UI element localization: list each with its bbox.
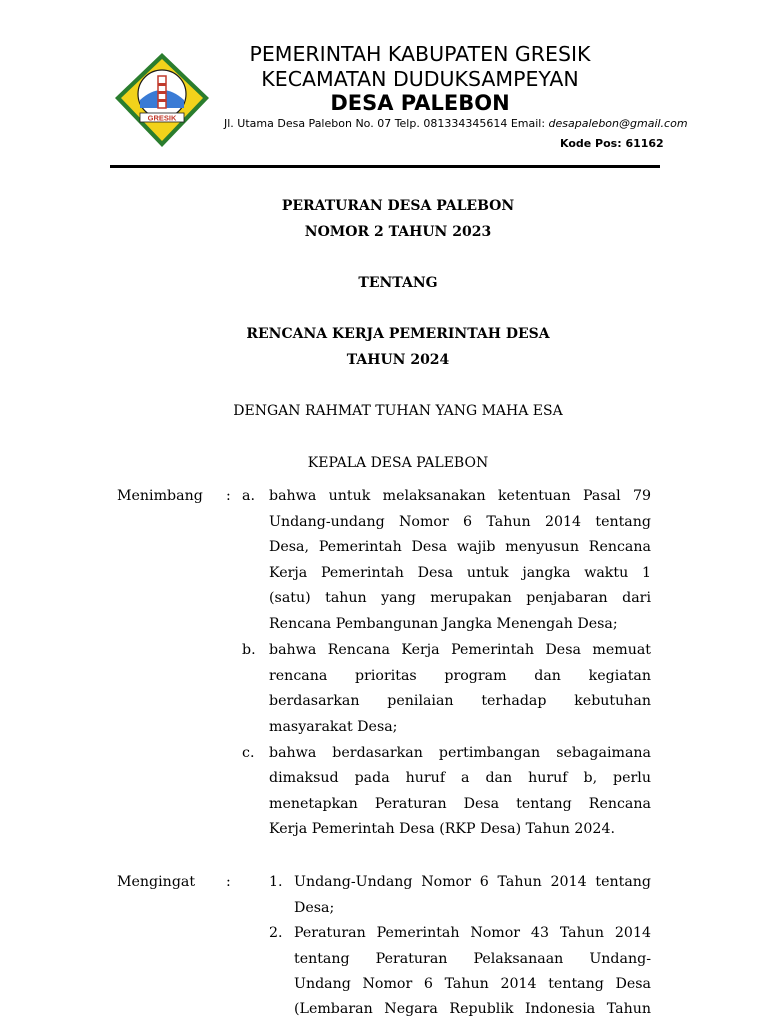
letterhead-village-name: DESA PALEBON bbox=[330, 91, 510, 115]
text-line: Desa; bbox=[294, 900, 335, 916]
address-text: Jl. Utama Desa Palebon No. 07 Telp. 081334345614 Email: bbox=[224, 117, 549, 130]
text-line: Rencana Pembangunan Jangka Menengah Desa; bbox=[269, 616, 618, 632]
item-marker: a. bbox=[242, 488, 255, 504]
menimbang-label: Menimbang bbox=[117, 488, 203, 504]
gresik-regency-logo bbox=[112, 50, 212, 150]
letterhead-line-1: PEMERINTAH KABUPATEN GRESIK bbox=[249, 42, 591, 66]
village-head: KEPALA DESA PALEBON bbox=[307, 455, 489, 471]
text-line: menetapkan Peraturan Desa tentang Rencana bbox=[269, 796, 651, 812]
text-line: (Lembaran Negara Republik Indonesia Tahun bbox=[294, 1001, 651, 1017]
item-marker: b. bbox=[242, 642, 256, 658]
preamble: DENGAN RAHMAT TUHAN YANG MAHA ESA bbox=[233, 403, 563, 419]
regulation-year: TAHUN 2024 bbox=[346, 352, 450, 368]
text-line: Undang Nomor 6 Tahun 2014 tentang Desa bbox=[294, 976, 651, 992]
text-line: Kerja Pemerintah Desa untuk jangka waktu 1 bbox=[269, 565, 651, 581]
postal-code: Kode Pos: 61162 bbox=[560, 137, 664, 150]
item-marker: 1. bbox=[269, 874, 283, 890]
text-line: Kerja Pemerintah Desa (RKP Desa) Tahun 2024. bbox=[269, 821, 615, 837]
text-line: Desa, Pemerintah Desa wajib menyusun Rencana bbox=[269, 539, 651, 555]
text-line: Undang-Undang Nomor 6 Tahun 2014 tentang bbox=[294, 874, 651, 890]
text-line: tentang Peraturan Pelaksanaan Undang- bbox=[294, 951, 651, 967]
text-line: (satu) tahun yang merupakan penjabaran dari bbox=[269, 590, 651, 606]
text-line: bahwa berdasarkan pertimbangan sebagaimana bbox=[269, 745, 651, 761]
text-line: dimaksud pada huruf a dan huruf b, perlu bbox=[269, 770, 651, 786]
email-text: desapalebon@gmail.com bbox=[548, 117, 688, 130]
menimbang-colon: : bbox=[226, 488, 231, 504]
text-line: Undang-undang Nomor 6 Tahun 2014 tentang bbox=[269, 514, 651, 530]
regulation-number: NOMOR 2 TAHUN 2023 bbox=[304, 224, 492, 240]
logo-text: GRESIK bbox=[147, 113, 177, 123]
mengingat-colon: : bbox=[226, 874, 231, 890]
text-line: masyarakat Desa; bbox=[269, 719, 398, 735]
mengingat-label: Mengingat bbox=[117, 874, 196, 890]
letterhead-address bbox=[224, 117, 688, 130]
text-line: bahwa Rencana Kerja Pemerintah Desa memuat bbox=[269, 642, 651, 658]
item-marker: 2. bbox=[269, 925, 283, 941]
text-line: berdasarkan penilaian terhadap kebutuhan bbox=[269, 693, 651, 709]
regulation-title: PERATURAN DESA PALEBON bbox=[281, 198, 515, 214]
regulation-about: TENTANG bbox=[358, 275, 438, 291]
regulation-subject: RENCANA KERJA PEMERINTAH DESA bbox=[246, 326, 550, 342]
letterhead-line-2: KECAMATAN DUDUKSAMPEYAN bbox=[261, 67, 579, 91]
text-line: bahwa untuk melaksanakan ketentuan Pasal 79 bbox=[269, 488, 651, 504]
letterhead-divider bbox=[110, 165, 660, 168]
text-line: Peraturan Pemerintah Nomor 43 Tahun 2014 bbox=[294, 925, 651, 941]
item-marker: c. bbox=[242, 745, 255, 761]
text-line: rencana prioritas program dan kegiatan bbox=[269, 668, 651, 684]
